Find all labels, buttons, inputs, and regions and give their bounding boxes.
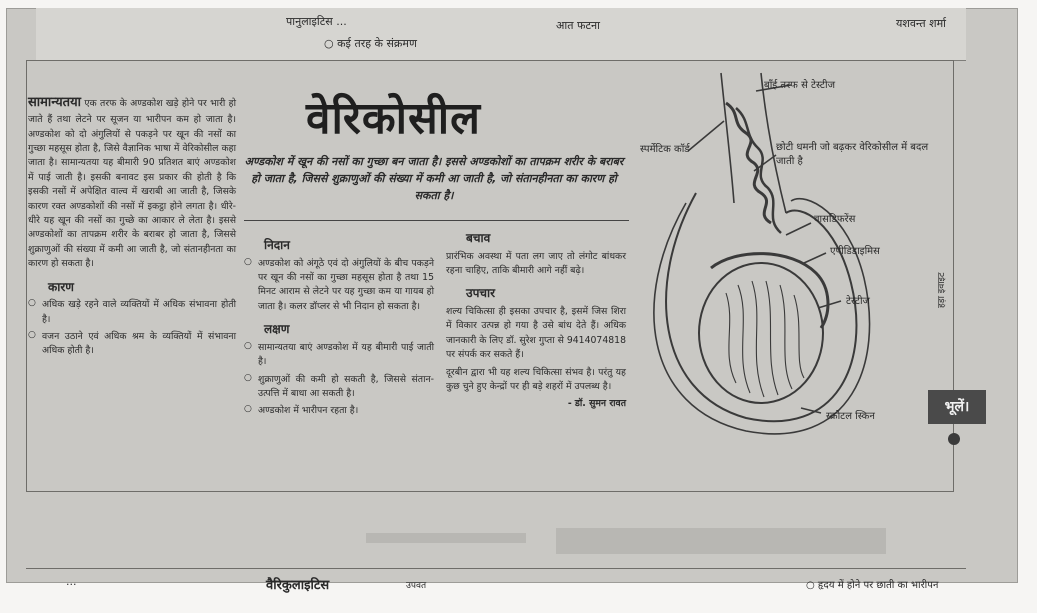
article-title: वेरिकोसील	[306, 93, 482, 144]
treatment-text-1: शल्य चिकित्सा ही इसका उपचार है, इसमें जिस शिरा में विकार उत्पन्न हो गया है उसे बांध देते हैं। अधिक जानकारी के लिए डॉ. सुरेश गुप्ता से 9414074818 पर संपर्क कर सकते हैं।	[446, 306, 626, 361]
anatomy-illustration	[626, 63, 946, 458]
diagnosis-heading: निदान	[264, 238, 290, 252]
varicocele-diagram	[626, 63, 946, 458]
label-left-testis: बाँई तरफ से टेस्टीज	[764, 80, 835, 91]
label-spermatic-cord: स्पर्मेटिक कॉर्ड	[640, 144, 690, 155]
top-text-4: ○ कई तरह के संक्रमण	[324, 37, 417, 50]
intro-text: एक तरफ के अण्डकोश खड़े होने पर भारी हो जाते हैं तथा लेटने पर सूजन या भारीपन कम हो जाता है। अण्डकोश को दो अंगुलियों से पकड़ने पर खून की नसों का गुच्छा महसूस होता है, जिसे वैज्ञानिक भाषा में वेरिकोसील कहा जाता है। सामान्यतया यह बीमारी 90 प्रतिशत बाएं अण्डकोश में पाई जाती है। इसकी बनावट इस प्रकार की होती है कि इसकी नसों में अपेक्षित वाल्व में खराबी आ जाती है, जिसके कारण रक्त अण्डकोशों की नसों में इकट्ठा होने लगता है। धीरे-धीरे यह खून की नसों का गुच्छे का आकार ले लेता है। इससे अण्डकोशों का तापक्रम शरीर के बराबर हो जाता है, जिससे शुक्राणुओं की संख्या में कमी आ जाती है, जो संतानहीनता का कारण हो सकता है।	[28, 98, 236, 270]
label-testis: टेस्टीज	[846, 296, 870, 307]
shaded-block	[556, 528, 886, 554]
intro-column	[28, 93, 236, 473]
symptom-item: ○ सामान्यतया बाएं अण्डकोश में यह बीमारी पाई जाती है।	[244, 341, 434, 370]
label-vein: छोटी धमनी जो बढ़कर वेरिकोसील में बदल जाती है	[776, 142, 929, 167]
top-text-3: यशवन्त शर्मा	[895, 17, 946, 30]
bottom-text-center-small: उपवत	[406, 581, 427, 591]
testis-shape	[699, 263, 823, 403]
diagnosis-column	[244, 230, 434, 460]
bottom-text-right: ○ हृदय में होने पर छाती का भारीपन	[806, 580, 939, 591]
treatment-column	[446, 223, 626, 453]
shaded-block	[366, 533, 526, 543]
top-text-2: आत फटना	[556, 19, 600, 32]
bottom-strip	[26, 568, 966, 599]
scrotal-skin-outline	[654, 199, 870, 434]
cord-line	[721, 73, 734, 203]
cause-item: ○ अधिक खड़े रहने वाले व्यक्तियों में अधिक संभावना होती है।	[28, 298, 236, 327]
bottom-text-center: वैरिकुलाइटिस	[266, 578, 330, 593]
side-tab: भूलें।	[928, 390, 986, 424]
treatment-text-2: दूरबीन द्वारा भी यह शल्य चिकित्सा संभव है। परंतु यह कुछ चुने हुए केन्द्रों पर ही बड़े शहरों में उपलब्ध है।	[446, 366, 626, 393]
author-byline: - डॉ. सुमन रावत	[567, 398, 626, 410]
symptom-item: ○ अण्डकोश में भारीपन रहता है।	[244, 404, 434, 418]
top-strip	[36, 8, 966, 61]
label-scrotal-skin: स्क्रोटल स्किन	[826, 411, 875, 422]
diagnosis-text: ○ अण्डकोश को अंगूठे एवं दो अंगुलियों के बीच पकड़ने पर खून की नसों का गुच्छा महसूस होता है तथा 15 मिनट आराम से लेटने पर यह गुच्छा कम या गायब हो जाता है। कलर डॉप्लर से भी निदान हो सकता है।	[244, 257, 434, 315]
symptom-item: ○ शुक्राणुओं की कमी हो सकती है, जिससे संतान-उत्पत्ति में बाधा आ सकती है।	[244, 373, 434, 402]
cause-item: ○ वजन उठाने एवं अधिक श्रम के व्यक्तियों में संभावना अधिक होती है।	[28, 330, 236, 359]
divider	[244, 220, 629, 221]
label-epididymis: एपीडिडाइमिस	[830, 246, 880, 257]
article-deck: अण्डकोश में खून की नसों का गुच्छा बन जाता है। इससे अण्डकोशों का तापक्रम शरीर के बराबर हो जाता है, जिससे शुक्राणुओं की संख्या में कमी आ जाती है, जो संतानहीनता का कारण हो सकता है।	[244, 155, 624, 203]
top-text-1: पानुलाइटिस ...	[286, 15, 347, 28]
intro-lead: सामान्यतया	[28, 95, 81, 110]
prevention-text: प्रारंभिक अवस्था में पता लग जाए तो लंगोट बांधकर रहना चाहिए, ताकि बीमारी आगे नहीं बढ़े।	[446, 250, 626, 276]
prevention-heading: बचाव	[466, 231, 491, 245]
causes-heading: कारण	[48, 279, 74, 294]
label-vas-deferens: वासडिफरेंस	[814, 214, 856, 225]
side-vertical-text: हड़ा इवाइट	[937, 272, 947, 308]
treatment-heading: उपचार	[466, 286, 496, 301]
newspaper-page	[6, 8, 1018, 593]
bottom-text-left: ...	[66, 575, 77, 588]
symptoms-heading: लक्षण	[264, 322, 290, 337]
bullet-dot	[948, 433, 960, 445]
